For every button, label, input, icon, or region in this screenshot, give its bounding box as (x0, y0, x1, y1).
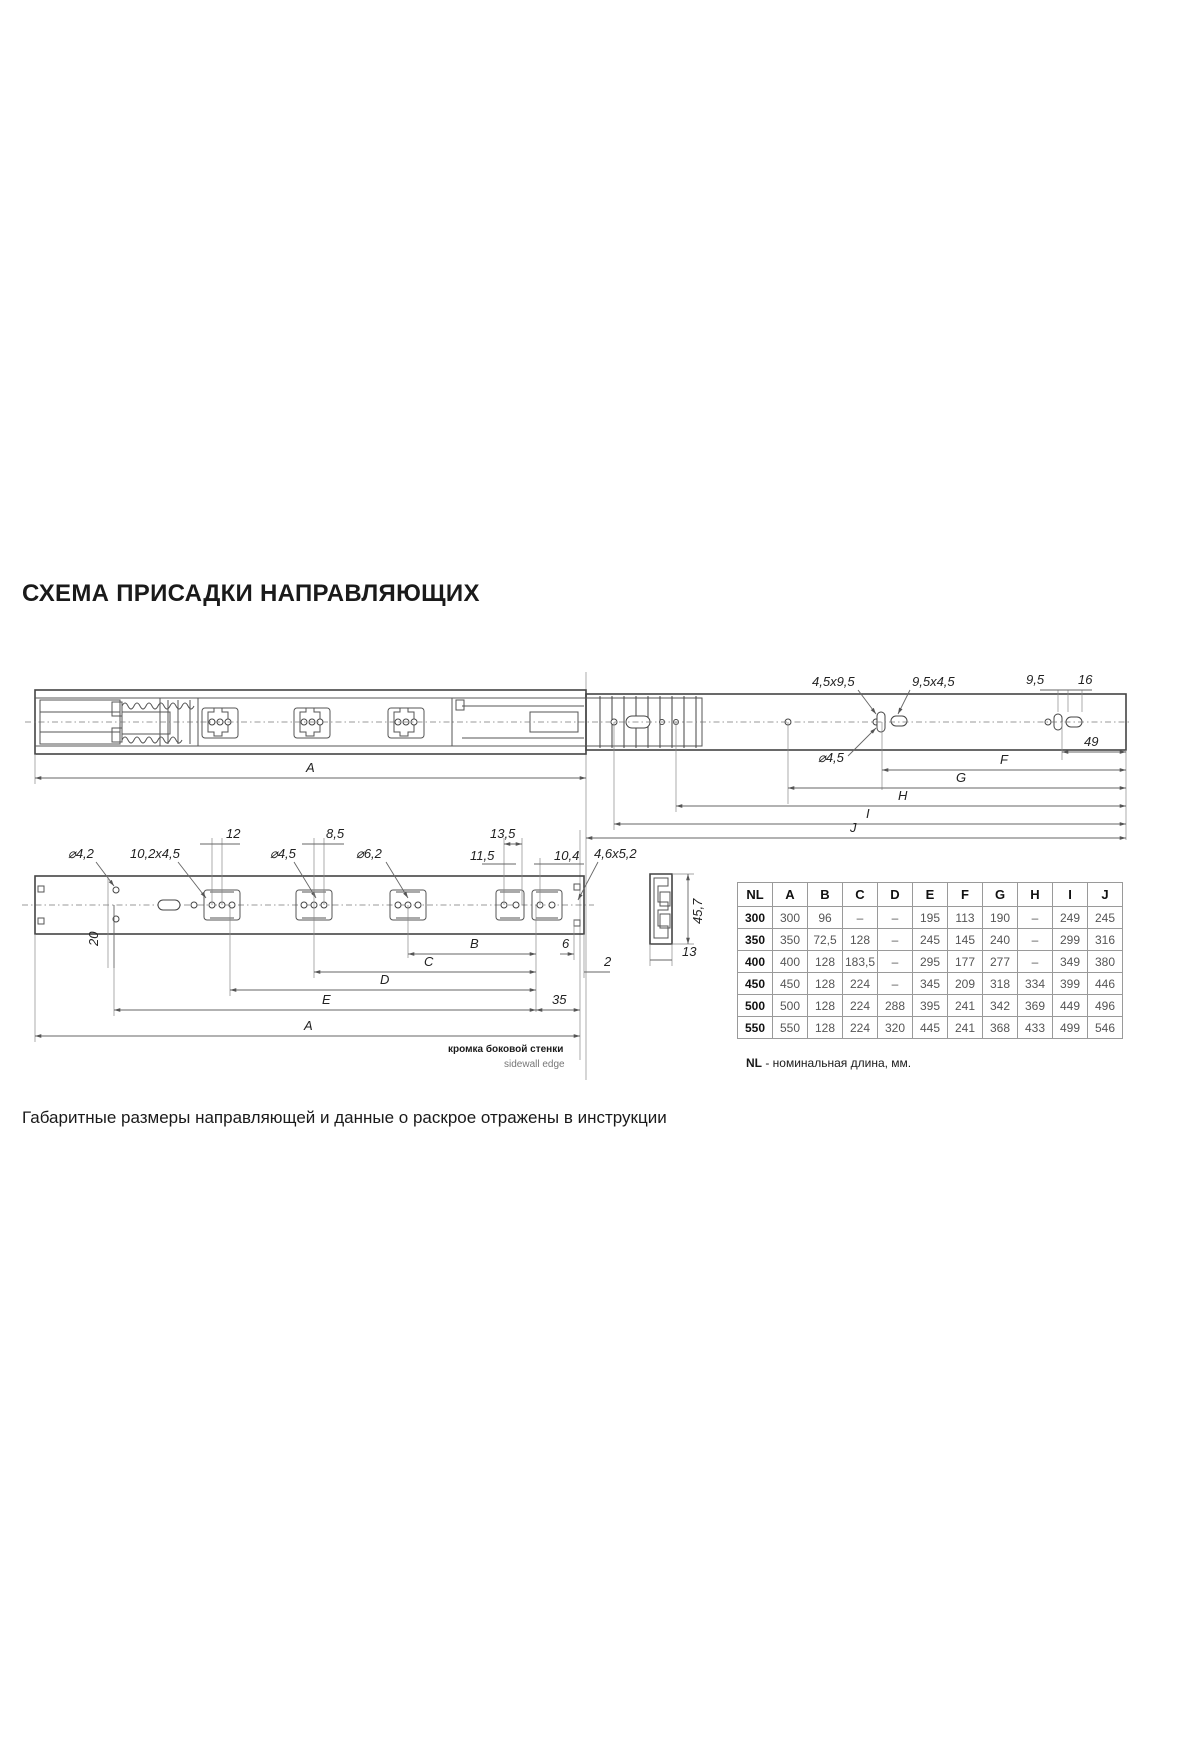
table-header-cell: G (983, 883, 1018, 907)
dim-8-5: 8,5 (326, 826, 345, 841)
page-title: СХЕМА ПРИСАДКИ НАПРАВЛЯЮЩИХ (22, 580, 480, 607)
table-cell: 368 (983, 1017, 1018, 1039)
table-cell: 450 (773, 973, 808, 995)
dim-20: 20 (86, 931, 101, 946)
table-row (738, 929, 1123, 951)
table-cell: 145 (948, 929, 983, 951)
table-cell: 395 (913, 995, 948, 1017)
table-cell: 350 (738, 929, 773, 951)
table-cell: 400 (738, 951, 773, 973)
table-header-cell: E (913, 883, 948, 907)
table-cell: 224 (843, 995, 878, 1017)
dim-j: J (850, 820, 857, 835)
table-cell: 400 (773, 951, 808, 973)
table-cell: 128 (808, 1017, 843, 1039)
table-header-cell: B (808, 883, 843, 907)
table-cell: 190 (983, 907, 1018, 929)
table-cell: 320 (878, 1017, 913, 1039)
label-hole-4-5-side: ⌀4,5 (270, 846, 296, 861)
dimension-table (737, 882, 1123, 1039)
table-cell: 224 (843, 973, 878, 995)
table-cell: 546 (1088, 1017, 1123, 1039)
table-cell: 500 (738, 995, 773, 1017)
label-hole-4-2: ⌀4,2 (68, 846, 94, 861)
dim-9-5: 9,5 (1026, 672, 1045, 687)
table-cell: 345 (913, 973, 948, 995)
label-hole-6-2: ⌀6,2 (356, 846, 382, 861)
table-cell: 128 (808, 995, 843, 1017)
nl-footnote-key: NL (746, 1056, 762, 1070)
table-cell: 241 (948, 995, 983, 1017)
table-cell: 369 (1018, 995, 1053, 1017)
table-cell: 209 (948, 973, 983, 995)
table-cell: 241 (948, 1017, 983, 1039)
table-cell: 318 (983, 973, 1018, 995)
table-cell: 288 (878, 995, 913, 1017)
table-cell: 380 (1088, 951, 1123, 973)
table-row (738, 1017, 1123, 1039)
dim-e: E (322, 992, 331, 1007)
table-cell: 113 (948, 907, 983, 929)
dim-c: C (424, 954, 434, 969)
table-cell: – (1018, 951, 1053, 973)
table-cell: 550 (738, 1017, 773, 1039)
label-hole-4-5: ⌀4,5 (818, 750, 844, 765)
dim-2: 2 (604, 954, 612, 969)
table-cell: – (1018, 907, 1053, 929)
table-cell: 240 (983, 929, 1018, 951)
table-cell: 295 (913, 951, 948, 973)
table-cell: 72,5 (808, 929, 843, 951)
dim-35: 35 (552, 992, 567, 1007)
dim-d: D (380, 972, 390, 987)
dim-6: 6 (562, 936, 570, 951)
label-slot-9-5x4-5: 9,5x4,5 (912, 674, 955, 689)
table-cell: 300 (773, 907, 808, 929)
label-slot-4-5x9-5: 4,5x9,5 (812, 674, 855, 689)
table-cell: 96 (808, 907, 843, 929)
table-cell: 446 (1088, 973, 1123, 995)
table-cell: 300 (738, 907, 773, 929)
dim-10-4: 10,4 (554, 848, 580, 863)
table-row (738, 995, 1123, 1017)
table-header-cell: F (948, 883, 983, 907)
table-cell: 334 (1018, 973, 1053, 995)
table-cell: – (878, 973, 913, 995)
table-header-cell: J (1088, 883, 1123, 907)
table-cell: 500 (773, 995, 808, 1017)
dim-h: H (898, 788, 908, 803)
table-header-cell: D (878, 883, 913, 907)
dim-13-5: 13,5 (490, 826, 516, 841)
dim-i: I (866, 806, 870, 821)
dim-b: B (470, 936, 479, 951)
table-cell: 450 (738, 973, 773, 995)
dim-49: 49 (1084, 734, 1099, 749)
table-cell: 183,5 (843, 951, 878, 973)
table-row (738, 973, 1123, 995)
table-cell: 128 (808, 951, 843, 973)
label-slot-4-6x5-2: 4,6x5,2 (594, 846, 637, 861)
dim-16: 16 (1078, 672, 1093, 687)
bottom-caption: Габаритные размеры направляющей и данные о раскрое отражены в инструкции (22, 1108, 667, 1127)
table-cell: 249 (1053, 907, 1088, 929)
table-cell: 499 (1053, 1017, 1088, 1039)
nl-footnote (746, 1056, 911, 1070)
table-cell: 299 (1053, 929, 1088, 951)
dim-a-top: A (306, 760, 315, 775)
table-cell: 550 (773, 1017, 808, 1039)
nl-footnote-text: - номинальная длина, мм. (762, 1056, 912, 1070)
sidewall-edge-label-ru: кромка боковой стенки (448, 1044, 564, 1055)
table-cell: – (878, 907, 913, 929)
table-header-cell: A (773, 883, 808, 907)
table-row (738, 907, 1123, 929)
top-view-dimensions (35, 672, 1126, 840)
table-cell: – (1018, 929, 1053, 951)
table-cell: – (878, 929, 913, 951)
table-cell: 445 (913, 1017, 948, 1039)
table-cell: 342 (983, 995, 1018, 1017)
table-cell: – (843, 907, 878, 929)
dim-a-side: A (304, 1018, 313, 1033)
table-cell: 316 (1088, 929, 1123, 951)
sidewall-edge-label-en: sidewall edge (504, 1059, 565, 1070)
table-cell: 128 (808, 973, 843, 995)
table-cell: 128 (843, 929, 878, 951)
table-header-cell: NL (738, 883, 773, 907)
table-cell: – (878, 951, 913, 973)
dim-g: G (956, 770, 967, 785)
table-header-cell: I (1053, 883, 1088, 907)
table-header-cell: H (1018, 883, 1053, 907)
table-cell: 245 (913, 929, 948, 951)
table-cell: 433 (1018, 1017, 1053, 1039)
table-cell: 177 (948, 951, 983, 973)
table-header-row (738, 883, 1123, 907)
rail-profile-section (650, 874, 705, 966)
table-header-cell: C (843, 883, 878, 907)
dim-13: 13 (682, 944, 697, 959)
table-cell: 350 (773, 929, 808, 951)
dim-f: F (1000, 752, 1008, 767)
table-cell: 224 (843, 1017, 878, 1039)
table-cell: 399 (1053, 973, 1088, 995)
table-cell: 449 (1053, 995, 1088, 1017)
table-cell: 277 (983, 951, 1018, 973)
table-cell: 245 (1088, 907, 1123, 929)
table-cell: 349 (1053, 951, 1088, 973)
dim-45-7: 45,7 (690, 898, 705, 924)
label-slot-10-2x4-5: 10,2x4,5 (130, 846, 180, 861)
table-cell: 496 (1088, 995, 1123, 1017)
dim-11-5: 11,5 (470, 848, 495, 863)
table-cell: 195 (913, 907, 948, 929)
extended-member (586, 694, 1126, 750)
dim-12: 12 (226, 826, 241, 841)
table-row (738, 951, 1123, 973)
